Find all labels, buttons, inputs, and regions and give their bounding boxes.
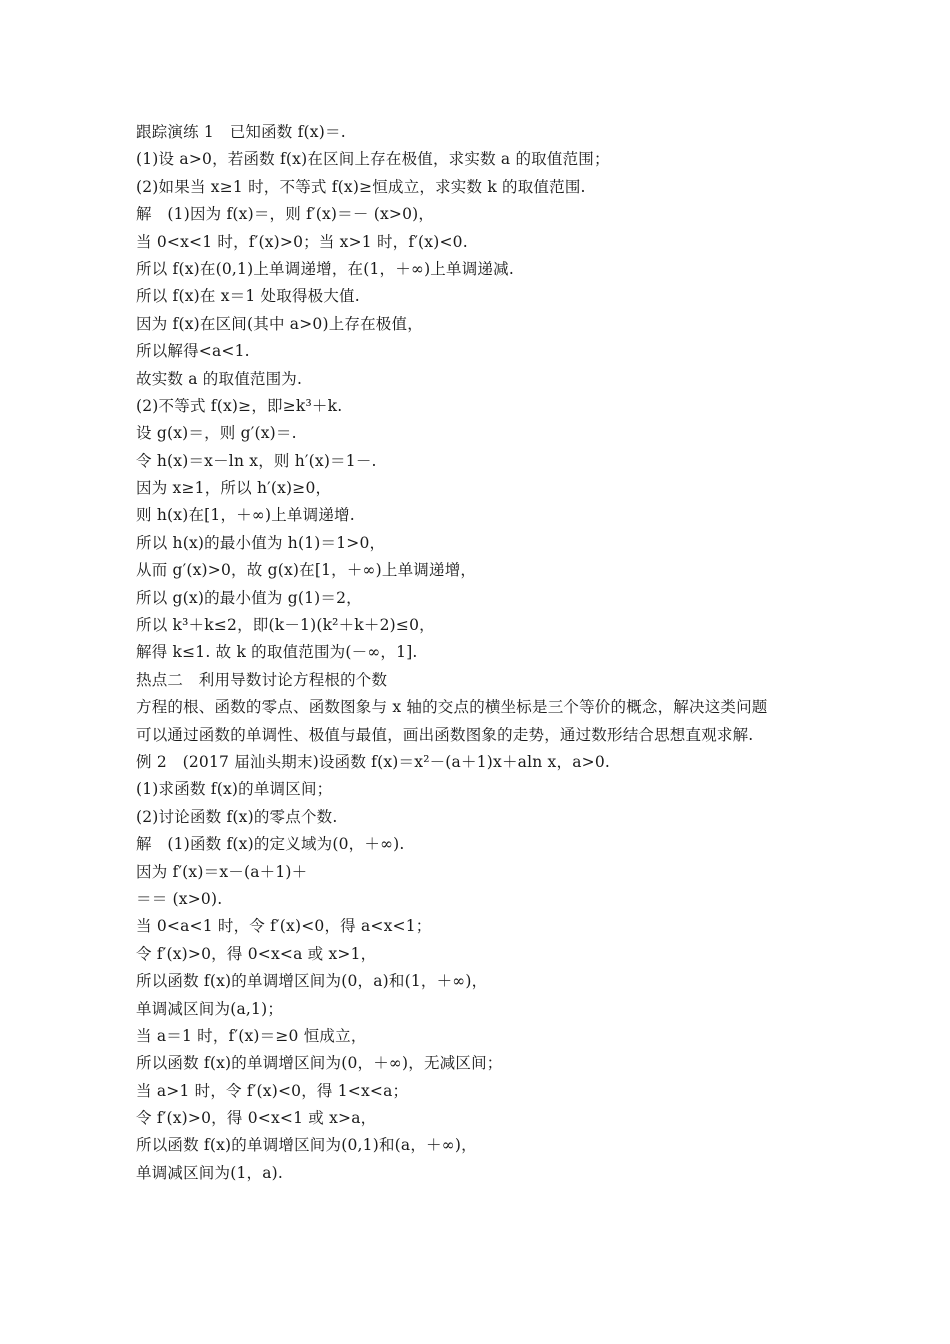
- solution-line: 故实数 a 的取值范围为.: [136, 369, 303, 388]
- section-heading: 热点二 利用导数讨论方程根的个数: [136, 670, 388, 689]
- solution-line: 解 (1)因为 f(x)＝，则 f′(x)＝－ (x>0)，: [136, 205, 435, 224]
- example-question-2: (2)讨论函数 f(x)的零点个数.: [136, 807, 338, 826]
- solution-line: 当 0<a<1 时，令 f′(x)<0，得 a<x<1；: [136, 917, 432, 936]
- solution-line: 所以函数 f(x)的单调增区间为(0，a)和(1，＋∞)，: [136, 972, 488, 991]
- practice-question-1: (1)设 a>0，若函数 f(x)在区间上存在极值，求实数 a 的取值范围；: [136, 150, 610, 169]
- solution-line: 单调减区间为(a,1)；: [136, 999, 284, 1018]
- solution-line: 因为 f′(x)＝x－(a＋1)＋: [136, 862, 308, 881]
- solution-line: 当 a＝1 时，f′(x)＝≥0 恒成立，: [136, 1026, 367, 1045]
- solution-line: 令 h(x)＝x－ln x，则 h′(x)＝1－.: [136, 451, 377, 470]
- solution-line: 所以函数 f(x)的单调增区间为(0，＋∞)，无减区间；: [136, 1054, 503, 1073]
- solution-line: 当 0<x<1 时，f′(x)>0；当 x>1 时，f′(x)<0.: [136, 232, 468, 251]
- solution-line: 所以 f(x)在 x＝1 处取得极大值.: [136, 287, 360, 306]
- solution-line: 所以 k³＋k≤2，即(k－1)(k²＋k＋2)≤0，: [136, 616, 435, 635]
- solution-line: (2)不等式 f(x)≥，即≥k³＋k.: [136, 396, 343, 415]
- solution-line: 因为 f(x)在区间(其中 a>0)上存在极值，: [136, 314, 423, 333]
- document-body: [136, 119, 826, 1187]
- section-intro-line-2: 可以通过函数的单调性、极值与最值，画出函数图象的走势，通过数形结合思想直观求解.: [136, 725, 754, 744]
- example-heading: 例 2 (2017 届汕头期末)设函数 f(x)＝x²－(a＋1)x＋aln x，a>0.: [136, 752, 611, 771]
- solution-line: 解得 k≤1. 故 k 的取值范围为(－∞，1].: [136, 643, 418, 662]
- practice-heading: 跟踪演练 1 已知函数 f(x)＝.: [136, 123, 346, 141]
- solution-line: 所以函数 f(x)的单调增区间为(0,1)和(a，＋∞)，: [136, 1136, 477, 1155]
- example-question-1: (1)求函数 f(x)的单调区间；: [136, 780, 333, 799]
- solution-line: ＝＝ (x>0).: [136, 889, 223, 908]
- solution-line: 设 g(x)＝，则 g′(x)＝.: [136, 424, 297, 443]
- solution-line: 从而 g′(x)>0，故 g(x)在[1，＋∞)上单调递增，: [136, 561, 477, 580]
- practice-question-2: (2)如果当 x≥1 时，不等式 f(x)≥恒成立，求实数 k 的取值范围.: [136, 177, 586, 196]
- solution-line: 当 a>1 时，令 f′(x)<0，得 1<x<a；: [136, 1081, 409, 1100]
- solution-line: 令 f′(x)>0，得 0<x<1 或 x>a，: [136, 1109, 377, 1128]
- solution-line: 单调减区间为(1，a).: [136, 1163, 284, 1182]
- solution-line: 所以 h(x)的最小值为 h(1)＝1>0，: [136, 533, 386, 552]
- solution-line: 所以 f(x)在(0,1)上单调递增，在(1，＋∞)上单调递减.: [136, 259, 514, 278]
- section-intro-line-1: 方程的根、函数的零点、函数图象与 x 轴的交点的横坐标是三个等价的概念，解决这类问题: [136, 698, 768, 717]
- solution-line: 则 h(x)在[1，＋∞)上单调递增.: [136, 506, 355, 525]
- solution-line: 所以 g(x)的最小值为 g(1)＝2，: [136, 588, 362, 607]
- solution-line: 解 (1)函数 f(x)的定义域为(0，＋∞).: [136, 835, 405, 854]
- solution-line: 因为 x≥1，所以 h′(x)≥0，: [136, 479, 332, 498]
- solution-line: 令 f′(x)>0，得 0<x<a 或 x>1，: [136, 944, 377, 963]
- solution-line: 所以解得<a<1.: [136, 342, 250, 361]
